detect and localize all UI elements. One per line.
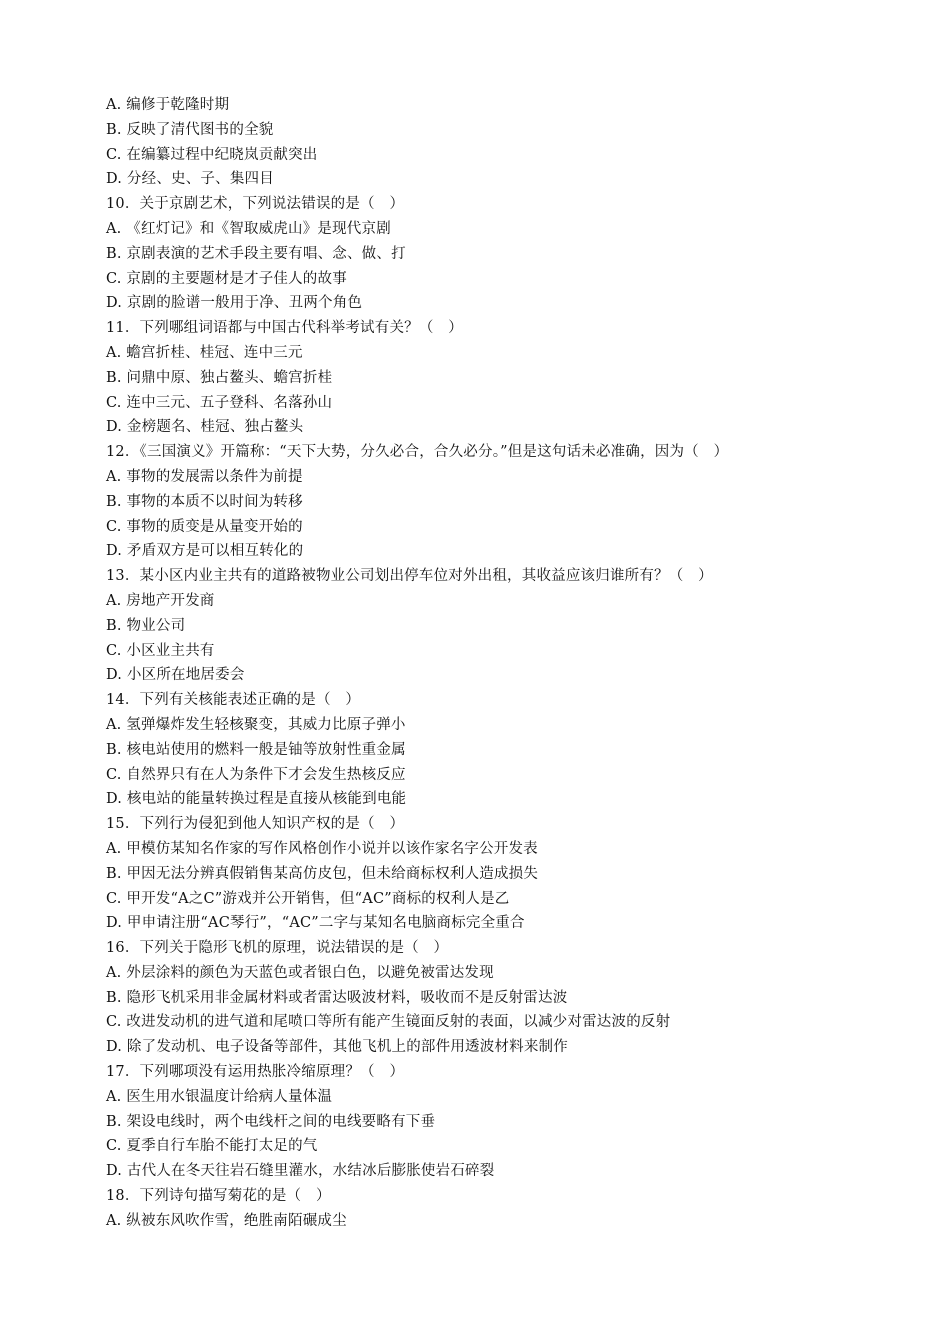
- option-line: A. 房地产开发商: [106, 592, 215, 609]
- option-line: B. 事物的本质不以时间为转移: [106, 493, 303, 510]
- option-line: A. 蟾宫折桂、桂冠、连中三元: [106, 344, 303, 361]
- option-line: D. 除了发动机、电子设备等部件，其他飞机上的部件用透波材料来制作: [106, 1039, 568, 1056]
- option-line: B. 隐形飞机采用非金属材料或者雷达吸波材料，吸收而不是反射雷达波: [106, 989, 568, 1006]
- question-line: 15．下列行为侵犯到他人知识产权的是（ ）: [106, 816, 405, 833]
- option-line: C. 甲开发“A之C”游戏并公开销售，但“AC”商标的权利人是乙: [106, 890, 510, 907]
- option-line: B. 核电站使用的燃料一般是铀等放射性重金属: [106, 741, 406, 758]
- option-line: C. 夏季自行车胎不能打太足的气: [106, 1138, 318, 1155]
- option-line: D. 分经、史、子、集四目: [106, 171, 274, 188]
- option-line: A. 医生用水银温度计给病人量体温: [106, 1088, 333, 1105]
- question-line: 12．《三国演义》开篇称：“天下大势，分久必合，合久必分。”但是这句话未必准确，因为（ ）: [106, 444, 729, 461]
- question-line: 10．关于京剧艺术，下列说法错误的是（ ）: [106, 196, 405, 213]
- option-line: C. 京剧的主要题材是才子佳人的故事: [106, 270, 347, 287]
- exam-page: [106, 93, 926, 1234]
- option-line: A. 《红灯记》和《智取威虎山》是现代京剧: [106, 220, 391, 237]
- option-line: C. 连中三元、五子登科、名落孙山: [106, 394, 333, 411]
- option-line: D. 京剧的脸谱一般用于净、丑两个角色: [106, 295, 363, 312]
- option-line: D. 矛盾双方是可以相互转化的: [106, 543, 304, 560]
- option-line: B. 反映了清代图书的全貌: [106, 121, 274, 138]
- option-line: A. 编修于乾隆时期: [106, 97, 230, 113]
- option-line: A. 外层涂料的颜色为天蓝色或者银白色，以避免被雷达发现: [106, 964, 494, 981]
- option-line: C. 改进发动机的进气道和尾喷口等所有能产生镜面反射的表面，以减少对雷达波的反射: [106, 1014, 671, 1031]
- option-line: A. 氢弹爆炸发生轻核聚变，其威力比原子弹小: [106, 716, 406, 733]
- option-line: D. 古代人在冬天往岩石缝里灌水，水结冰后膨胀使岩石碎裂: [106, 1163, 495, 1180]
- option-line: D. 甲申请注册“AC琴行”，“AC”二字与某知名电脑商标完全重合: [106, 915, 525, 932]
- question-line: 14．下列有关核能表述正确的是（ ）: [106, 692, 361, 709]
- option-line: D. 金榜题名、桂冠、独占鳌头: [106, 419, 304, 436]
- option-line: A. 纵被东风吹作雪，绝胜南陌碾成尘: [106, 1212, 347, 1229]
- option-line: C. 事物的质变是从量变开始的: [106, 518, 303, 535]
- question-line: 11．下列哪组词语都与中国古代科举考试有关？（ ）: [106, 320, 463, 337]
- option-line: D. 小区所在地居委会: [106, 667, 245, 684]
- option-line: B. 物业公司: [106, 617, 186, 634]
- option-line: A. 事物的发展需以条件为前提: [106, 468, 303, 485]
- option-line: D. 核电站的能量转换过程是直接从核能到电能: [106, 791, 407, 808]
- option-line: C. 小区业主共有: [106, 642, 215, 659]
- option-line: B. 架设电线时，两个电线杆之间的电线要略有下垂: [106, 1113, 436, 1130]
- question-line: 13．某小区内业主共有的道路被物业公司划出停车位对外出租，其收益应该归谁所有？（ ）: [106, 568, 713, 585]
- question-line: 16．下列关于隐形飞机的原理，说法错误的是（ ）: [106, 940, 449, 957]
- question-line: 18．下列诗句描写菊花的是（ ）: [106, 1188, 331, 1205]
- option-line: A. 甲模仿某知名作家的写作风格创作小说并以该作家名字公开发表: [106, 840, 538, 857]
- option-line: B. 甲因无法分辨真假销售某高仿皮包，但未给商标权利人造成损失: [106, 865, 539, 882]
- option-line: B. 京剧表演的艺术手段主要有唱、念、做、打: [106, 245, 406, 262]
- option-line: C. 在编纂过程中纪晓岚贡献突出: [106, 146, 318, 163]
- question-line: 17．下列哪项没有运用热胀冷缩原理？（ ）: [106, 1064, 405, 1081]
- option-line: B. 问鼎中原、独占鳌头、蟾宫折桂: [106, 369, 333, 386]
- option-line: C. 自然界只有在人为条件下才会发生热核反应: [106, 766, 406, 783]
